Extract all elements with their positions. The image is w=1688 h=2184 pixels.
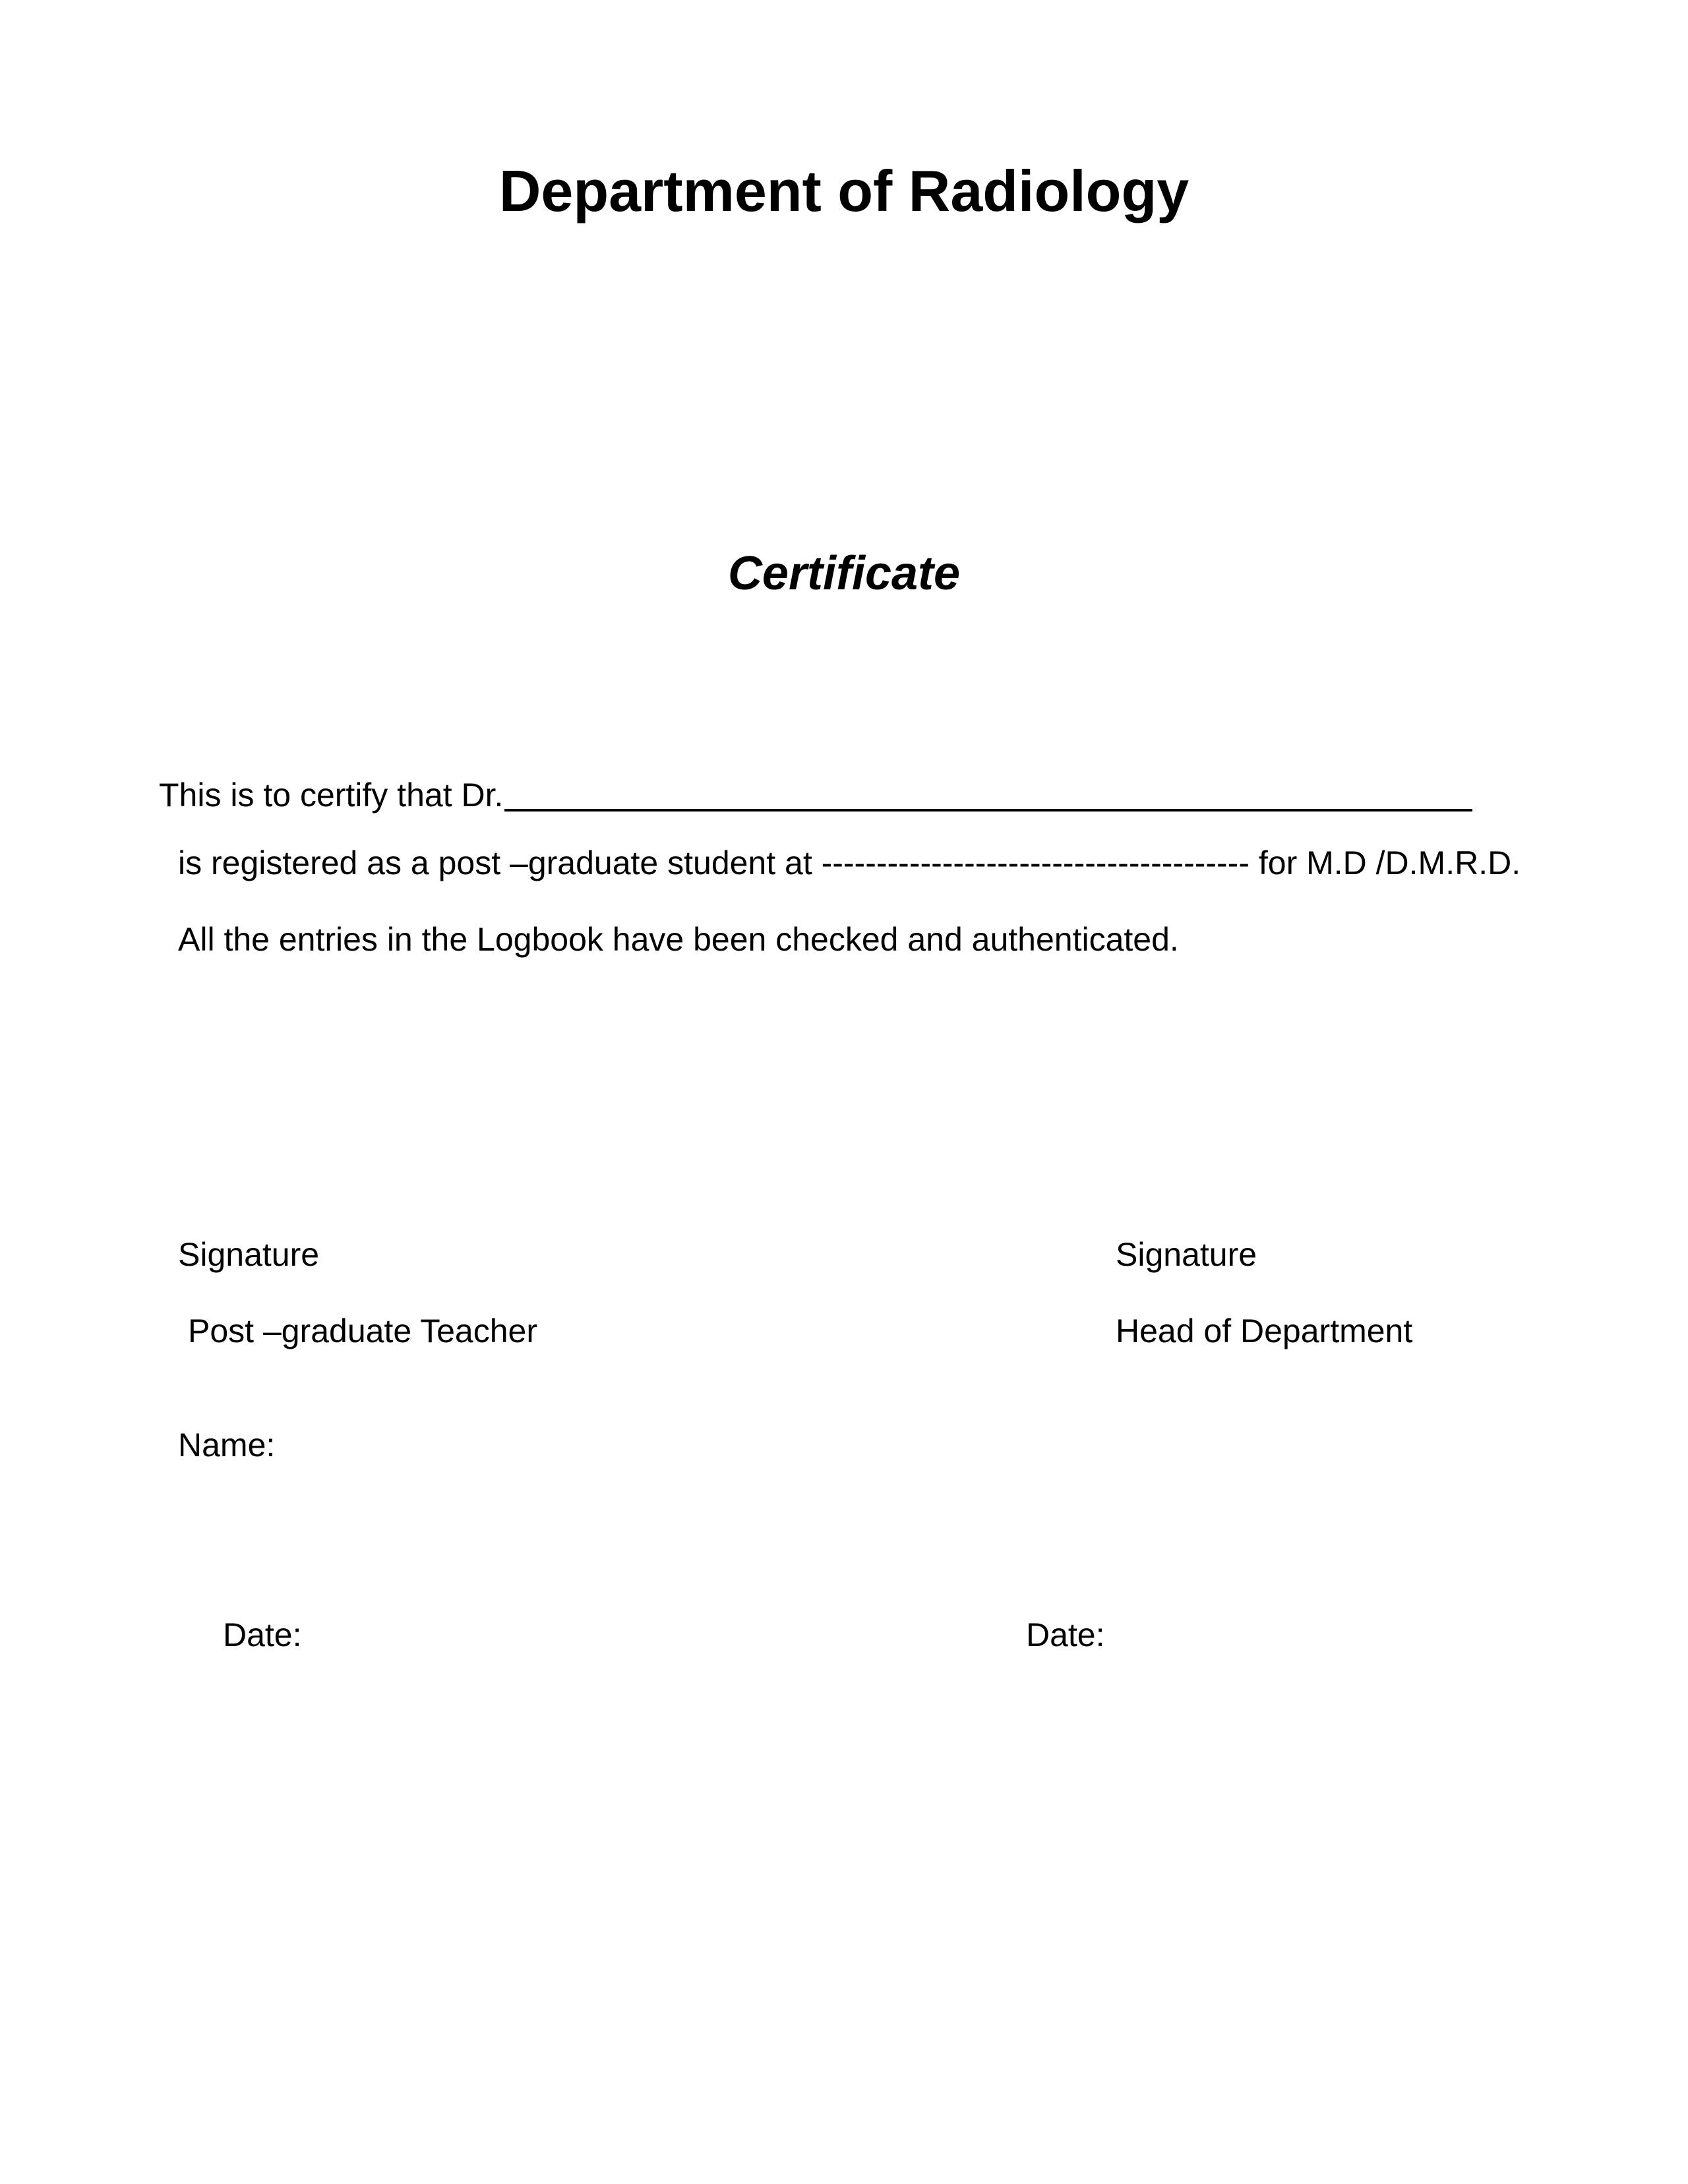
teacher-name-label: Name: [178,1427,276,1463]
teacher-role: Post –graduate Teacher [188,1313,538,1349]
certificate-heading: Certificate [727,547,961,600]
authentication-line: All the entries in the Logbook have been checked and authenticated. [178,921,1179,958]
certify-line [159,779,1472,812]
teacher-date-label: Date: [223,1616,302,1653]
hod-date-label: Date: [1026,1616,1105,1653]
certify-prefix: This is to certify that Dr. [159,777,504,813]
hod-role: Head of Department [1116,1313,1413,1349]
registration-line: is registered as a post –graduate student at --------------------------------------- for M.D /D.M.R.D. [178,844,1521,881]
doctor-name-blank [504,780,1472,812]
page-title: Department of Radiology [498,158,1190,223]
teacher-signature-label: Signature [178,1236,320,1273]
hod-signature-label: Signature [1116,1236,1257,1273]
